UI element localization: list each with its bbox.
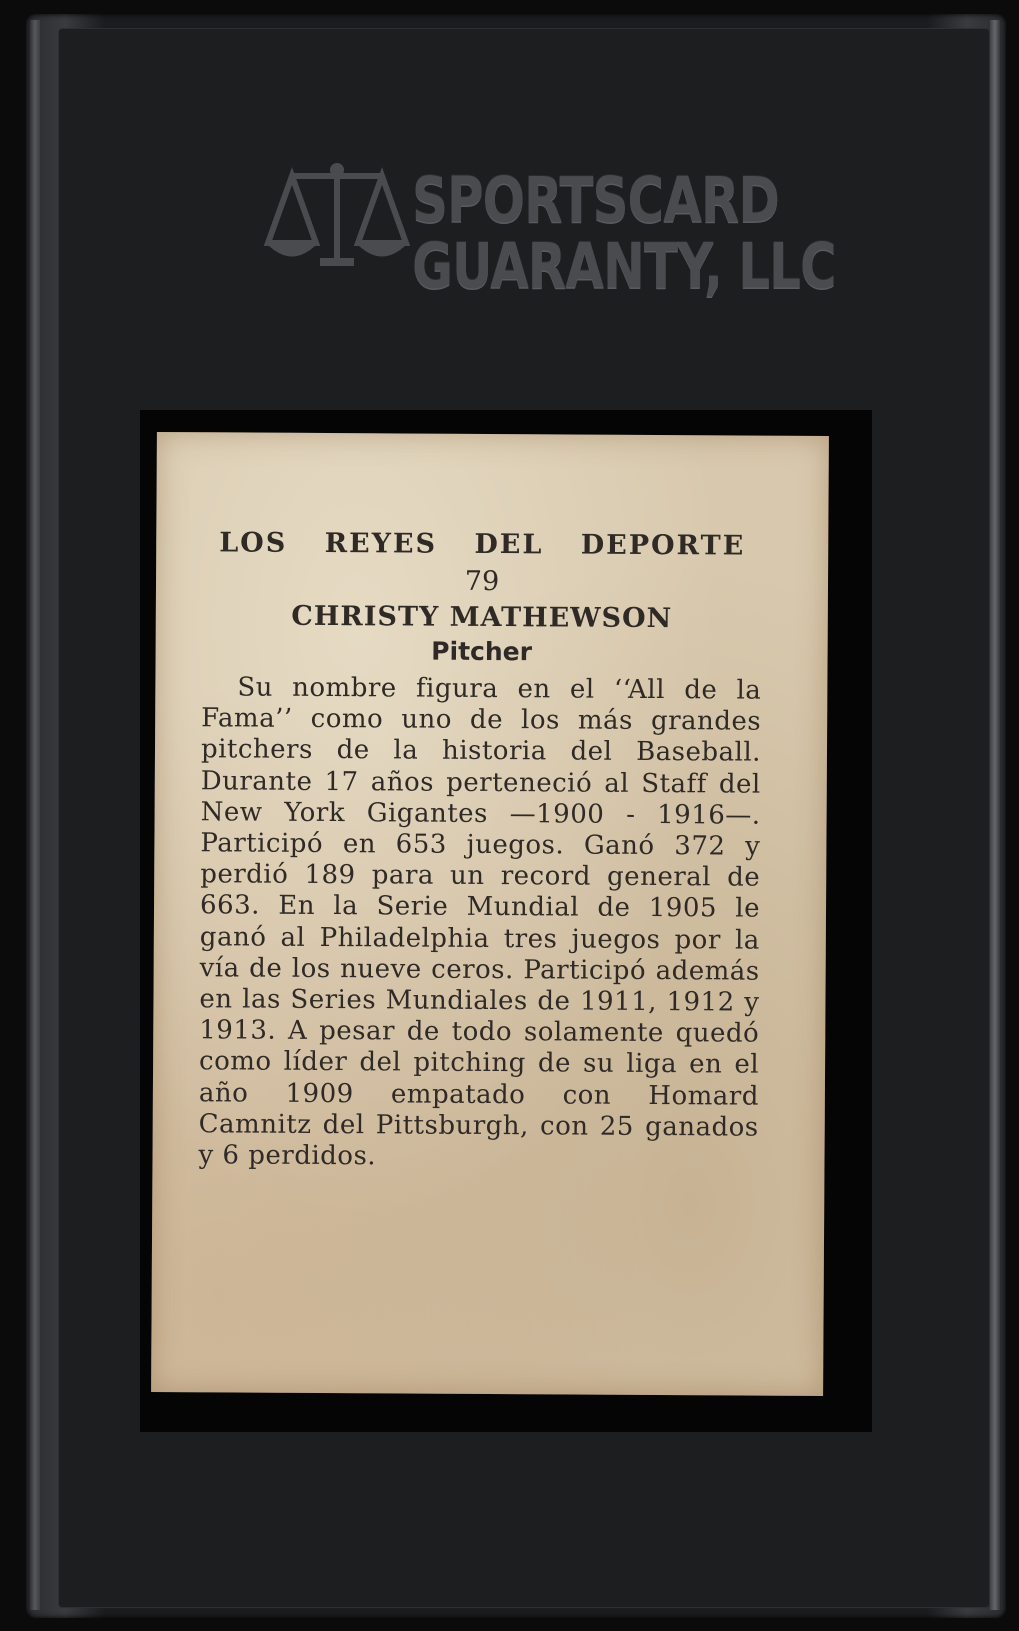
balance-scale-icon	[262, 158, 412, 278]
brand-line-1: SPORTSCARD	[412, 164, 779, 237]
slab-left-edge	[30, 20, 40, 1610]
card-series-title: LOS REYES DEL DEPORTE	[219, 527, 746, 562]
brand-line-2: GUARANTY, LLC	[412, 230, 836, 303]
slab-right-edge	[990, 20, 1000, 1610]
player-position: Pitcher	[431, 636, 533, 667]
card-number: 79	[464, 565, 500, 598]
trading-card-back	[151, 432, 829, 1396]
player-name: CHRISTY MATHEWSON	[291, 600, 673, 635]
card-text-block	[198, 524, 762, 1175]
player-biography: Su nombre figura en el ‘‘All de la Fama’’ como uno de los más grandes pitchers de la historia del Baseball. Durante 17 años perteneció al Staff del New York Gigantes —1900 - 1916—. Participó en 653 juegos. Ganó 372 y perdió 189 para un record general de 663. En la Serie Mundial de 1905 le ganó al Philadelphia tres juegos por la vía de los nueve ceros. Participó además en las Series Mundiales de 1911, 1912 y 1913. A pesar de todo solamente quedó como líder del pitching de su liga en el año 1909 empatado con Homard Camnitz del Pittsburgh, con 25 ganados y 6 perdidos.	[198, 672, 762, 1172]
sgc-logo	[262, 158, 836, 303]
